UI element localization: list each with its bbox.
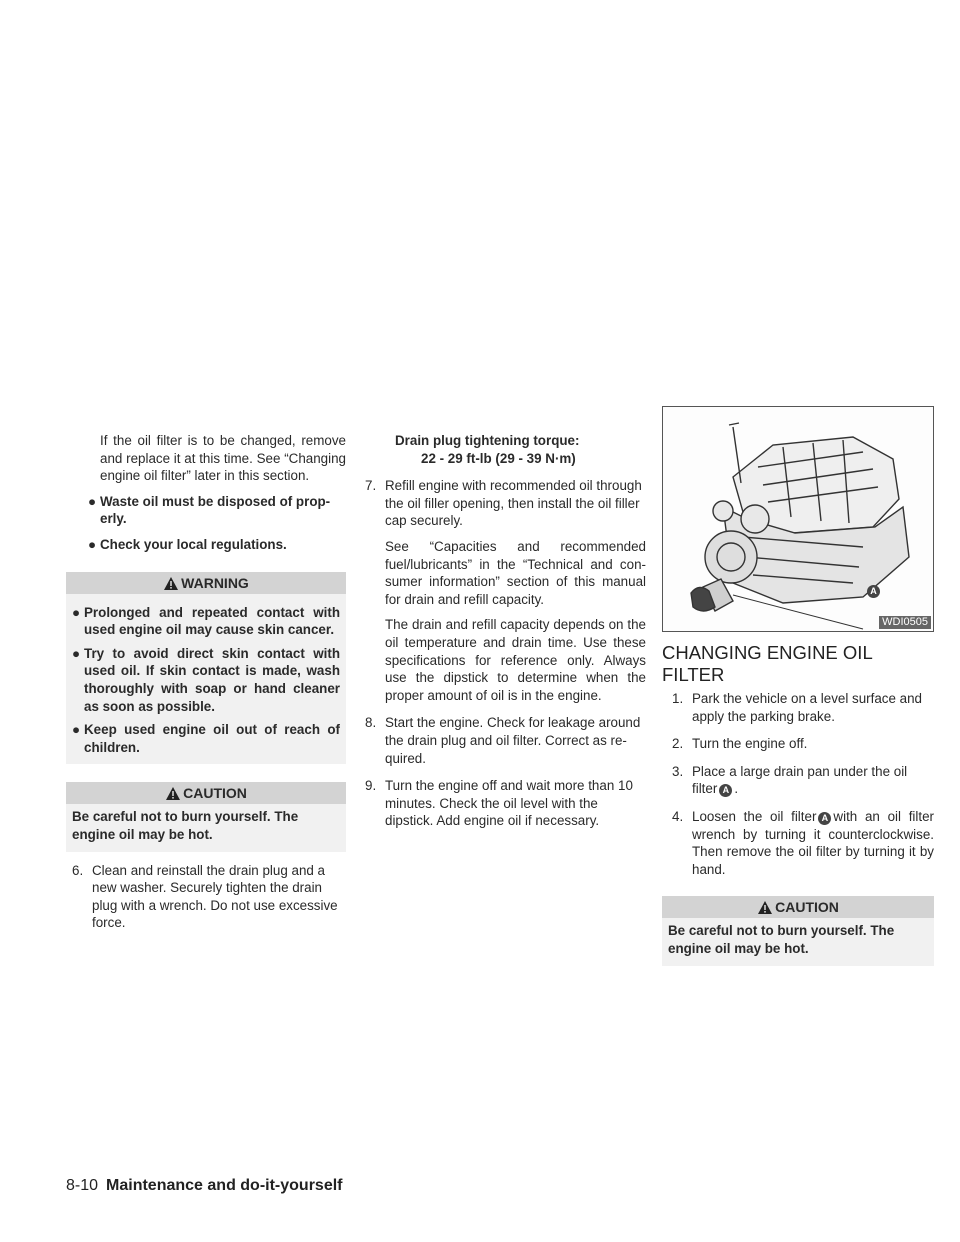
page-number: 8-10 [66,1177,99,1194]
warning-header [66,572,346,594]
caution-icon [757,900,773,915]
bullet-icon: ● [88,536,97,552]
caution-title: CAUTION [775,899,839,916]
step-4: 4. Loosen the oil filter A with an oil filter wrench by turning it counterclockwise. Then remove the oil filter by turning it by hand. [672,808,934,877]
caution-icon [165,786,181,801]
step-6: 6. Clean and reinstall the drain plug and a new washer. Securely tighten the drain plug with a wrench. Do not use excessive force. [72,862,338,931]
caution-header [66,782,346,804]
column-middle [365,432,646,830]
warning-item: ● Prolonged and repeated contact with used engine oil may cause skin cancer. [72,604,340,638]
step-9: 9. Turn the engine off and wait more than 10 minutes. Check the oil level with the dipstick. Add engine oil if necessary. [365,778,633,829]
warning-title: WARNING [181,574,249,591]
bullet-icon: ● [72,604,81,620]
column-left [66,432,346,932]
intro-paragraph: If the oil filter is to be changed, remove and replace it at this time. See “Changing engine oil filter” later in this section. [100,433,346,484]
warning-item: ● Try to avoid direct skin contact with used oil. If skin contact is made, wash thoroughly with soap or hand cleaner as soon as possible. [72,645,340,714]
step-8: 8. Start the engine. Check for leakage around the drain plug and oil filter. Correct as re-quired. [365,715,641,766]
figure-code: WDI0505 [879,616,931,629]
chapter-title: Maintenance and do-it-yourself [106,1177,343,1194]
caution-header-right [662,896,934,918]
callout-a: A [867,585,880,598]
engine-figure [662,406,934,632]
step-7: 7. Refill engine with recommended oil through the oil filler opening, then install the oil filler cap securely. See “Capacities and recommended fuel/lubricants” in the “Technical and con-sumer information” section of this manual for drain and refill capacity. The drain and refill capacity depends on the oil temperature and drain time. Use these specifications for reference only. Always use the dipstick to determine when the proper amount of oil is in the engine. [365,478,646,703]
step-3: 3. Place a large drain pan under the oil filter A . [672,763,908,797]
engine-illustration [663,407,933,631]
bullet-regulations: ● Check your local regulations. [66,536,346,554]
callout-a-icon: A [719,784,732,797]
caution-body-right: Be careful not to burn yourself. The engine oil may be hot. [662,918,934,965]
page-footer [66,1176,343,1196]
step-1: 1. Park the vehicle on a level surface and apply the parking brake. [672,691,923,724]
torque-value: 22 - 29 ft-lb (29 - 39 N·m) [421,450,576,466]
warning-item: ● Keep used engine oil out of reach of children. [72,722,340,755]
bullet-icon: ● [88,493,97,509]
callout-a-icon: A [818,812,831,825]
bullet-icon: ● [72,645,81,661]
caution-title: CAUTION [183,785,247,802]
bullet-icon: ● [72,722,81,738]
torque-label: Drain plug tightening torque: [395,433,580,448]
warning-icon [163,576,179,591]
column-right [662,406,934,966]
caution-body: Be careful not to burn yourself. The engine oil may be hot. [66,804,346,851]
step-2: 2. Turn the engine off. [672,736,808,752]
warning-body [66,594,346,765]
section-heading: CHANGING ENGINE OIL FILTER [662,642,873,685]
bullet-waste-oil: ● Waste oil must be disposed of prop-erly. [66,493,346,528]
